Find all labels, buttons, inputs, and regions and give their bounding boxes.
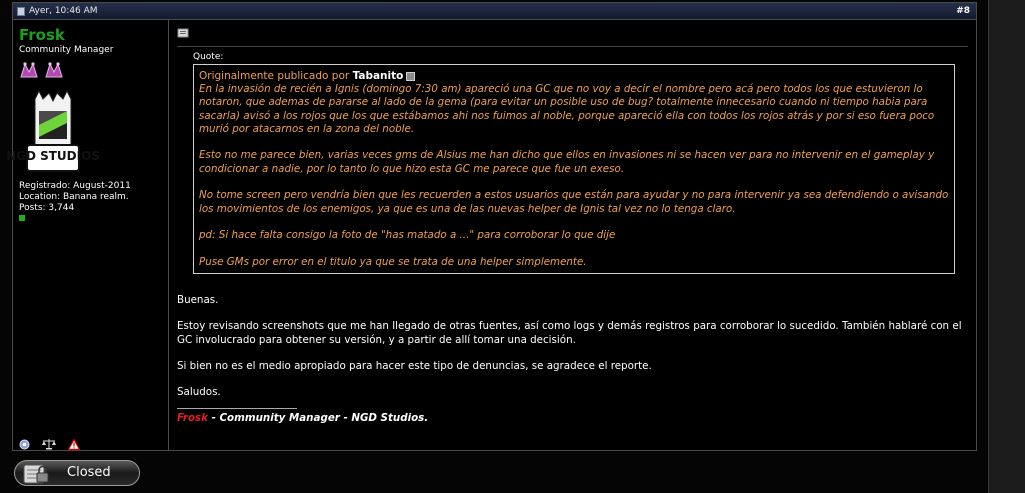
signature-divider <box>177 408 297 409</box>
post-content <box>173 20 972 450</box>
quote-by-prefix: Originalmente publicado por <box>199 70 350 82</box>
signature-name: Frosk <box>177 412 209 424</box>
message-paragraph: Estoy revisando screenshots que me han llegado de otras fuentes, así como logs y demás registros para corroborar lo sucedido. También hablaré con el GC involucrado para obtener su versión, y a partir de allí tomar una decisión. <box>177 320 962 346</box>
user-stats <box>19 181 162 221</box>
profile-icon[interactable] <box>19 435 30 454</box>
view-post-icon[interactable] <box>406 72 415 81</box>
signature-rest: - Community Manager - NGD Studios. <box>208 412 429 424</box>
thread-closed-button[interactable] <box>14 460 140 486</box>
document-icon <box>17 7 25 16</box>
user-info-panel <box>6 20 169 450</box>
user-location: Location: Banana realm. <box>19 192 129 202</box>
online-status-icon <box>19 215 25 221</box>
quote-attribution <box>199 70 949 83</box>
avatar-logo-text: NGD STUDIOS <box>6 149 100 163</box>
page-right-edge <box>988 0 1025 493</box>
message-paragraph: Si bien no es el medio apropiado para hacer este tipo de denuncias, se agradece el reporte. <box>177 359 652 372</box>
rank-badges <box>19 61 162 81</box>
rank-badge-icon <box>44 61 64 79</box>
forum-post <box>6 2 977 451</box>
message-paragraph: Buenas. <box>177 294 219 306</box>
lock-icon <box>21 459 51 487</box>
post-number-link[interactable]: #8 <box>956 6 970 16</box>
scales-icon[interactable] <box>41 435 57 454</box>
username-link[interactable]: Frosk <box>19 26 65 44</box>
avatar <box>6 89 100 173</box>
quote-author: Tabanito <box>352 70 404 82</box>
scroll-icon <box>177 27 189 39</box>
quote-block <box>193 64 955 274</box>
quote-paragraph: No tome screen pero vendría bien que les recuerden a estos usuarios que están para ayudar y no para intervenir ya sea defendiendo o avisando los movimientos de los enemigos, ya que es una de las nuevas helper de Ignis tal vez no lo tenga claro. <box>199 189 949 215</box>
user-posts: Posts: 3,744 <box>19 203 75 213</box>
quote-paragraph: Esto no me parece bien, varias veces gms de Alsius me han dicho que ellos en invasiones ni se hacen ver para no intervenir en el gameplay y condicionar a nadie, por lo tanto lo que hizo esta GC me parece que fue un exeso. <box>199 149 935 175</box>
signature <box>177 412 428 424</box>
closed-label: Closed <box>67 465 111 480</box>
report-icon[interactable] <box>68 435 80 454</box>
post-message <box>177 294 967 413</box>
rank-badge-icon <box>19 61 39 79</box>
message-paragraph: Saludos. <box>177 386 221 399</box>
quote-text <box>199 83 949 269</box>
quote-label: Quote: <box>193 52 224 62</box>
user-registered: Registrado: August-2011 <box>19 181 131 191</box>
post-header <box>13 3 976 20</box>
user-title: Community Manager <box>19 45 114 55</box>
divider <box>177 46 968 47</box>
quote-paragraph: Puse GMs por error en el titulo ya que se trata de una helper simplemente. <box>199 255 587 268</box>
user-action-icons <box>19 434 86 454</box>
quote-paragraph: En la invasión de recién a Ignis (domingo 7:30 am) apareció una GC que no voy a decir el nombre pero acá pero todos los que estuvieron lo notaron, que ademas de pararse al lado de la gema (para evitar un posible uso de bug? totalmente innecesario cuando ni tiempo habia para sacarla) avisó a los rojos que los que estábamos ahi nos fuimos al noble, porque apareció ella con todos los rojos atrás y por si eso fuera poco murió por atacarnos en la zona del noble. <box>199 83 935 135</box>
post-date: Ayer, 10:46 AM <box>29 6 98 16</box>
quote-paragraph: pd: Si hace falta consigo la foto de "has matado a ..." para corroborar lo que dije <box>199 229 616 242</box>
